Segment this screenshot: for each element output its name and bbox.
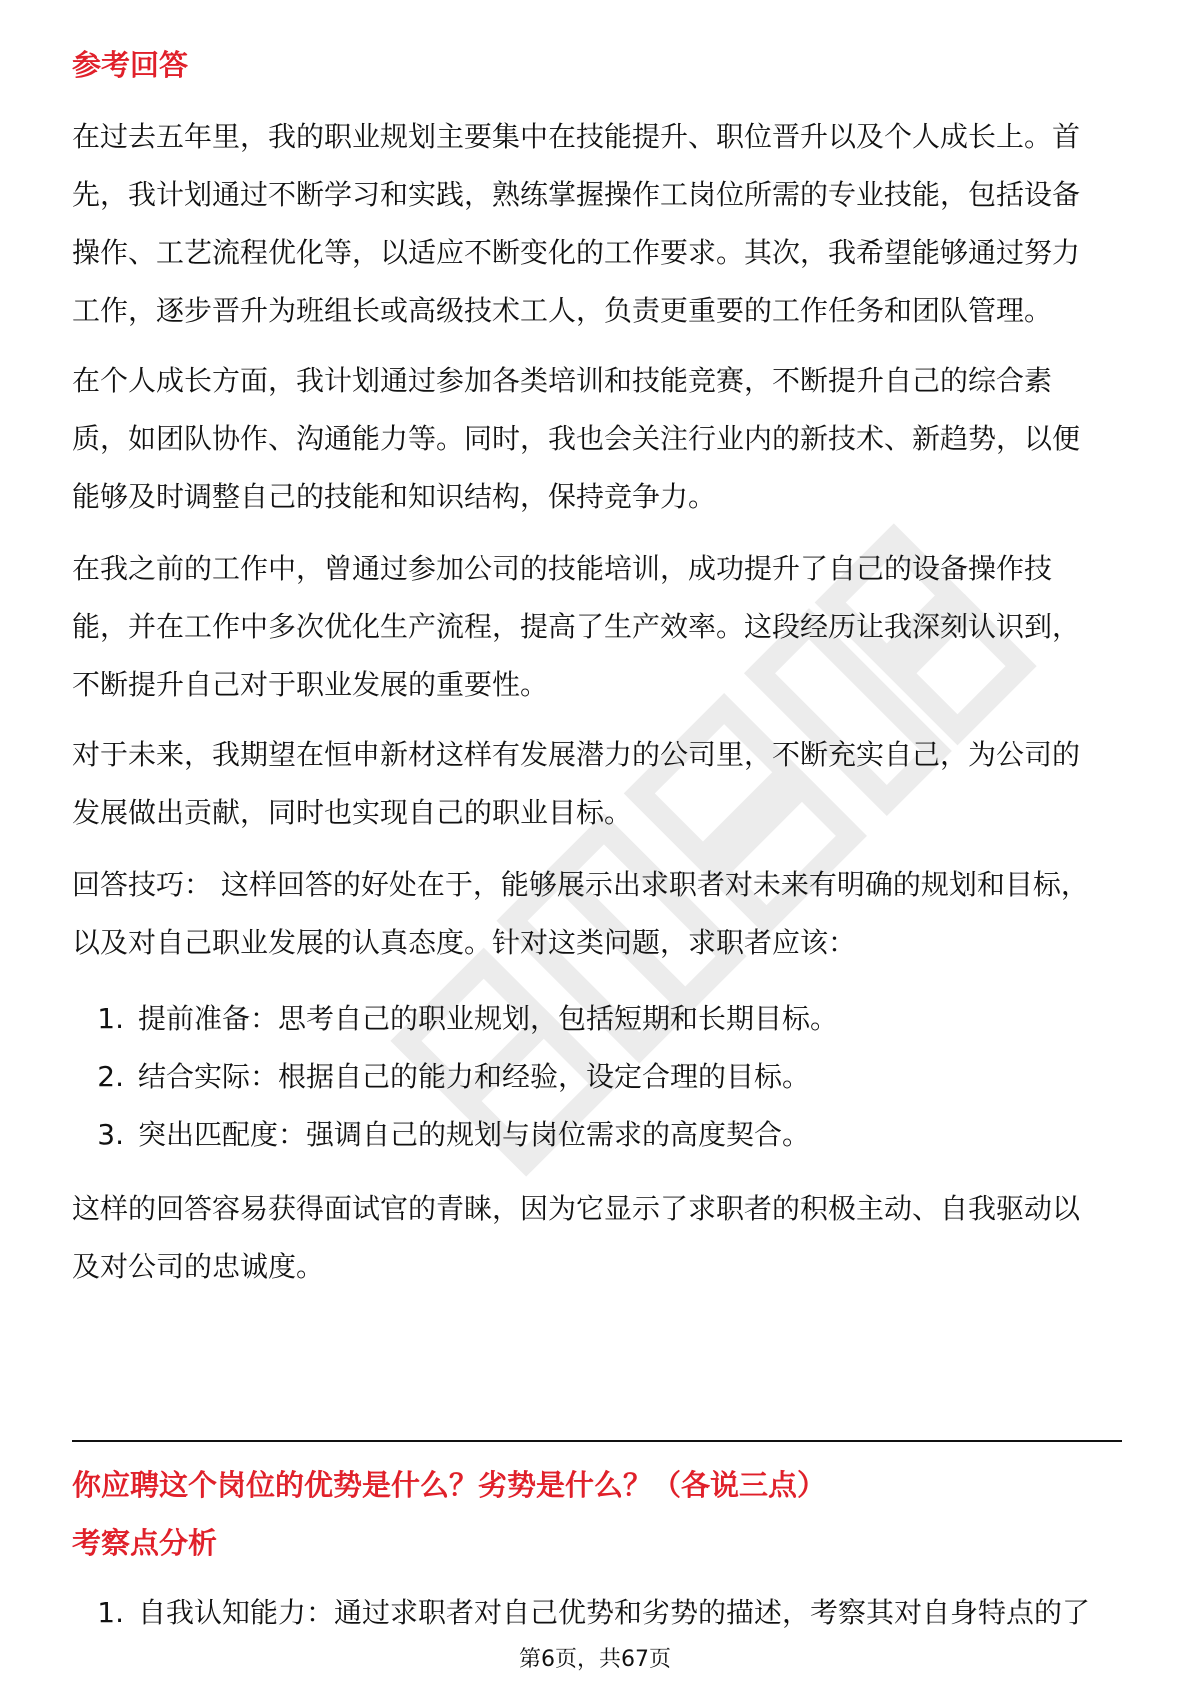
list-item-text: 结合实际：根据自己的能力和经验，设定合理的目标。 — [138, 1060, 811, 1093]
text-line: 操作、工艺流程优化等，以适应不断变化的工作要求。其次，我希望能够通过努力 — [72, 236, 1081, 269]
list-item — [72, 1584, 1122, 1642]
text-line: 能，并在工作中多次优化生产流程，提高了生产效率。这段经历让我深刻认识到， — [72, 610, 1081, 643]
answer-paragraph-4 — [72, 726, 1122, 842]
answer-paragraph-3 — [72, 540, 1122, 714]
list-item-text: 突出匹配度：强调自己的规划与岗位需求的高度契合。 — [138, 1118, 811, 1151]
list-item-number: 2. — [97, 1060, 124, 1093]
tips-list — [72, 990, 1122, 1164]
page-number-footer: 第6页，共67页 — [519, 1647, 671, 1672]
list-item-number: 3. — [97, 1118, 124, 1151]
text-line: 以及对自己职业发展的认真态度。针对这类问题，求职者应该： — [72, 926, 857, 959]
list-item — [72, 1048, 1122, 1106]
closing-paragraph — [72, 1180, 1122, 1296]
list-item-number: 1. — [97, 1002, 124, 1035]
text-line: 发展做出贡献，同时也实现自己的职业目标。 — [72, 796, 633, 829]
text-line: 工作，逐步晋升为班组长或高级技术工人，负责更重要的工作任务和团队管理。 — [72, 294, 1053, 327]
text-line: 及对公司的忠诚度。 — [72, 1250, 325, 1283]
text-line: 回答技巧： 这样回答的好处在于，能够展示出求职者对未来有明确的规划和目标， — [72, 868, 1089, 901]
list-item — [72, 1106, 1122, 1164]
text-line: 能够及时调整自己的技能和知识结构，保持竞争力。 — [72, 480, 717, 513]
text-line: 在个人成长方面，我计划通过参加各类培训和技能竞赛，不断提升自己的综合素 — [72, 364, 1053, 397]
section-heading-reference-answer: 参考回答 — [72, 48, 189, 82]
analysis-heading: 考察点分析 — [72, 1526, 218, 1560]
answer-paragraph-2 — [72, 352, 1122, 526]
text-line: 先，我计划通过不断学习和实践，熟练掌握操作工岗位所需的专业技能，包括设备 — [72, 178, 1081, 211]
text-line: 这样的回答容易获得面试官的青睐，因为它显示了求职者的积极主动、自我驱动以 — [72, 1192, 1081, 1225]
analysis-list — [72, 1584, 1122, 1642]
list-item-text: 自我认知能力：通过求职者对自己优势和劣势的描述，考察其对自身特点的了 — [138, 1596, 1091, 1629]
answer-tips-intro — [72, 856, 1122, 972]
list-item-number: 1. — [97, 1596, 124, 1629]
section-divider — [72, 1440, 1122, 1442]
text-line: 对于未来，我期望在恒申新材这样有发展潜力的公司里，不断充实自己，为公司的 — [72, 738, 1081, 771]
list-item-text: 提前准备：思考自己的职业规划，包括短期和长期目标。 — [138, 1002, 839, 1035]
question-heading: 你应聘这个岗位的优势是什么？劣势是什么？（各说三点） — [72, 1468, 827, 1502]
text-line: 不断提升自己对于职业发展的重要性。 — [72, 668, 549, 701]
answer-paragraph-1 — [72, 108, 1122, 340]
text-line: 在我之前的工作中，曾通过参加公司的技能培训，成功提升了自己的设备操作技 — [72, 552, 1053, 585]
text-line: 在过去五年里，我的职业规划主要集中在技能提升、职位晋升以及个人成长上。首 — [72, 120, 1081, 153]
list-item — [72, 990, 1122, 1048]
text-line: 质，如团队协作、沟通能力等。同时，我也会关注行业内的新技术、新趋势，以便 — [72, 422, 1081, 455]
